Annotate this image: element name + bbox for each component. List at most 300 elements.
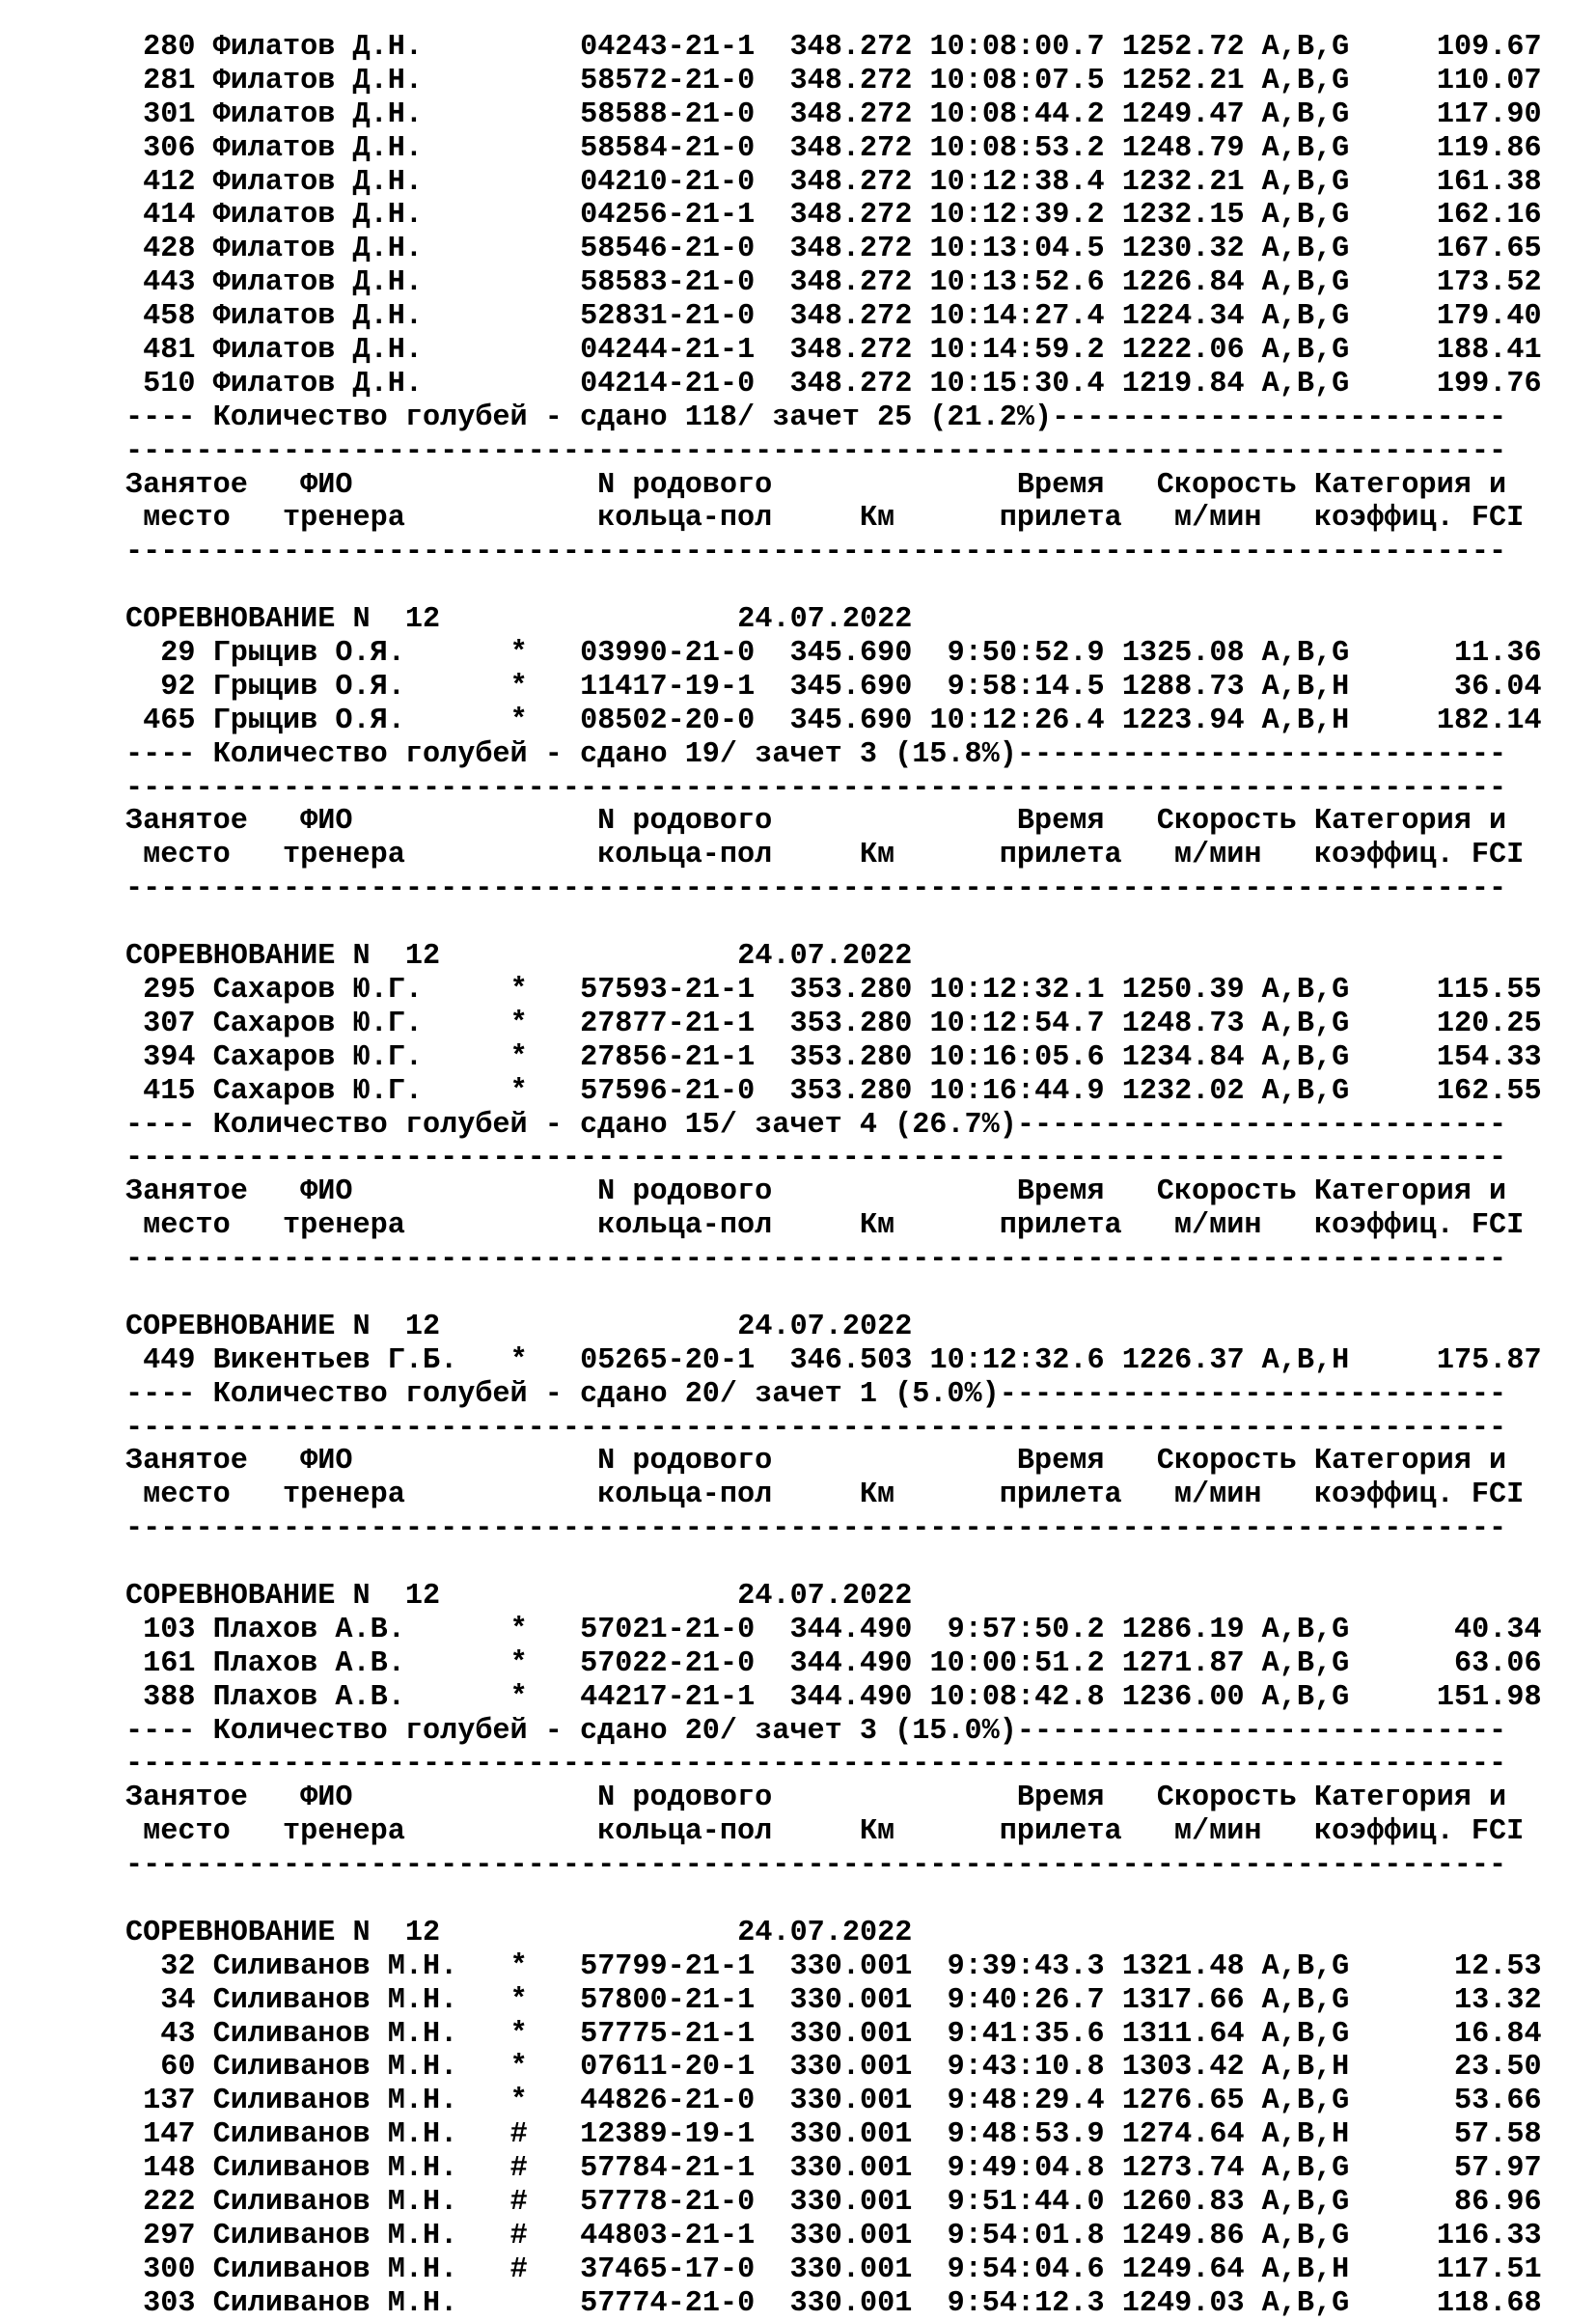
coefficient: 120.25 (1436, 1007, 1542, 1040)
coefficient: 179.40 (1436, 300, 1542, 334)
arrival-time: 10:00:51.2 (929, 1646, 1105, 1680)
mark: * (509, 1074, 528, 1108)
competition-line (125, 1917, 1542, 1950)
distance-km: 353.280 (789, 1007, 913, 1040)
distance-km: 353.280 (789, 1074, 913, 1108)
category: A,B,G (1261, 973, 1350, 1007)
coefficient: 16.84 (1454, 2017, 1542, 2051)
mark: * (509, 1007, 528, 1040)
mark: # (509, 2186, 528, 2219)
speed: 1236.00 (1121, 1680, 1245, 1714)
category: A,B,H (1261, 704, 1350, 737)
distance-km: 330.001 (789, 2118, 913, 2152)
category: A,B,G (1261, 1074, 1350, 1108)
coefficient: 36.04 (1454, 670, 1542, 704)
category: A,B,G (1261, 1007, 1350, 1040)
arrival-time: 10:13:04.5 (929, 233, 1105, 266)
coefficient: 154.33 (1436, 1040, 1542, 1074)
arrival-time: 10:08:00.7 (929, 31, 1105, 64)
speed: 1249.86 (1121, 2219, 1245, 2252)
trainer-name: Силиванов М.Н. (212, 2219, 458, 2252)
category: A,B,H (1261, 2051, 1350, 2085)
arrival-time: 10:13:52.6 (929, 266, 1105, 300)
trainer-name: Плахов А.В. (212, 1680, 405, 1714)
trainer-name: Филатов Д.Н. (212, 64, 423, 97)
speed: 1252.21 (1121, 64, 1245, 97)
place: 394 (143, 1040, 196, 1074)
summary-line: ---- Количество голубей - сдано 19/ зачет 3 (15.8%)---------------------------- (125, 737, 1507, 771)
speed: 1232.15 (1121, 199, 1245, 233)
distance-km: 353.280 (789, 1040, 913, 1074)
speed: 1288.73 (1121, 670, 1245, 704)
table-row (125, 1614, 1542, 1647)
speed: 1303.42 (1121, 2051, 1245, 2085)
coefficient: 173.52 (1436, 266, 1542, 300)
arrival-time: 9:40:26.7 (947, 1983, 1105, 2017)
arrival-time: 10:08:07.5 (929, 64, 1105, 97)
place: 443 (143, 266, 196, 300)
coefficient: 11.36 (1454, 637, 1542, 671)
speed: 1232.21 (1121, 165, 1245, 199)
coefficient: 23.50 (1454, 2051, 1542, 2085)
coefficient: 117.90 (1436, 97, 1542, 131)
trainer-name: Филатов Д.Н. (212, 334, 423, 368)
distance-km: 345.690 (789, 704, 913, 737)
ring-number: 07611-20-1 (580, 2051, 756, 2085)
mark: * (509, 973, 528, 1007)
mark: # (509, 2152, 528, 2186)
distance-km: 330.001 (789, 1949, 913, 1983)
mark: * (509, 1983, 528, 2017)
ring-number: 57774-21-0 (580, 2286, 756, 2320)
header-line-1: Занятое ФИО N родового Время Скорость Категория и (125, 1175, 1507, 1209)
mark: * (509, 670, 528, 704)
competition-title: СОРЕВНОВАНИЕ N 12 (125, 1579, 441, 1613)
blank-line (125, 569, 1542, 603)
category: A,B,G (1261, 2219, 1350, 2252)
trainer-name: Филатов Д.Н. (212, 367, 423, 401)
category: A,B,G (1261, 1949, 1350, 1983)
table-row (125, 31, 1542, 65)
trainer-name: Силиванов М.Н. (212, 2186, 458, 2219)
speed: 1274.64 (1121, 2118, 1245, 2152)
speed: 1232.02 (1121, 1074, 1245, 1108)
mark: * (509, 1949, 528, 1983)
place: 415 (143, 1074, 196, 1108)
ring-number: 03990-21-0 (580, 637, 756, 671)
place: 300 (143, 2252, 196, 2286)
competition-date: 24.07.2022 (737, 1310, 913, 1343)
blank-line (125, 1277, 1542, 1311)
arrival-time: 10:16:05.6 (929, 1040, 1105, 1074)
place: 161 (143, 1646, 196, 1680)
place: 414 (143, 199, 196, 233)
header-line-2: место тренера кольца-пол Км прилета м/мин коэффиц. FCI (125, 1209, 1525, 1243)
header-line-2: место тренера кольца-пол Км прилета м/мин коэффиц. FCI (125, 1478, 1525, 1512)
coefficient: 13.32 (1454, 1983, 1542, 2017)
trainer-name: Сахаров Ю.Г. (212, 1040, 423, 1074)
table-row (125, 1950, 1542, 1984)
speed: 1321.48 (1121, 1949, 1245, 1983)
mark: # (509, 2219, 528, 2252)
category: A,B,G (1261, 1983, 1350, 2017)
mark: * (509, 2051, 528, 2085)
mark: * (509, 1613, 528, 1646)
header-rule: ------------------------------------------------------------------------------- (125, 536, 1507, 569)
category: A,B,G (1261, 1613, 1350, 1646)
trainer-name: Силиванов М.Н. (212, 2286, 458, 2320)
table-row (125, 705, 1542, 738)
speed: 1249.47 (1121, 97, 1245, 131)
table-row (125, 199, 1542, 233)
distance-km: 348.272 (789, 367, 913, 401)
distance-km: 348.272 (789, 97, 913, 131)
arrival-time: 9:43:10.8 (947, 2051, 1105, 2085)
distance-km: 330.001 (789, 2051, 913, 2085)
trainer-name: Силиванов М.Н. (212, 1983, 458, 2017)
category: A,B,H (1261, 2252, 1350, 2286)
ring-number: 08502-20-0 (580, 704, 756, 737)
place: 147 (143, 2118, 196, 2152)
table-row (125, 334, 1542, 368)
table-row (125, 2287, 1542, 2321)
place: 34 (160, 1983, 196, 2017)
trainer-name: Грыцив О.Я. (212, 637, 405, 671)
arrival-time: 9:54:04.6 (947, 2252, 1105, 2286)
ring-number: 27877-21-1 (580, 1007, 756, 1040)
distance-km: 348.272 (789, 31, 913, 64)
coefficient: 161.38 (1436, 165, 1542, 199)
ring-number: 04210-21-0 (580, 165, 756, 199)
ring-number: 04256-21-1 (580, 199, 756, 233)
arrival-time: 9:39:43.3 (947, 1949, 1105, 1983)
mark: * (509, 704, 528, 737)
distance-km: 330.001 (789, 1983, 913, 2017)
ring-number: 57596-21-0 (580, 1074, 756, 1108)
place: 481 (143, 334, 196, 368)
arrival-time: 9:41:35.6 (947, 2017, 1105, 2051)
speed: 1286.19 (1121, 1613, 1245, 1646)
blank-line (125, 1883, 1542, 1917)
distance-km: 345.690 (789, 637, 913, 671)
category: A,B,G (1261, 334, 1350, 368)
arrival-time: 10:16:44.9 (929, 1074, 1105, 1108)
table-row (125, 98, 1542, 132)
arrival-time: 9:58:14.5 (947, 670, 1105, 704)
mark: * (509, 2017, 528, 2051)
header-rule: ------------------------------------------------------------------------------- (125, 872, 1507, 906)
speed: 1311.64 (1121, 2017, 1245, 2051)
trainer-name: Филатов Д.Н. (212, 233, 423, 266)
header-line-1: Занятое ФИО N родового Время Скорость Категория и (125, 468, 1507, 502)
speed: 1250.39 (1121, 973, 1245, 1007)
place: 60 (160, 2051, 196, 2085)
table-row (125, 2186, 1542, 2220)
trainer-name: Филатов Д.Н. (212, 165, 423, 199)
competition-date: 24.07.2022 (737, 940, 913, 974)
place: 29 (160, 637, 196, 671)
trainer-name: Сахаров Ю.Г. (212, 1074, 423, 1108)
competition-line (125, 940, 1542, 974)
competition-line (125, 1580, 1542, 1614)
competition-date: 24.07.2022 (737, 603, 913, 637)
summary-line: ---- Количество голубей - сдано 118/ зачет 25 (21.2%)-------------------------- (125, 401, 1507, 434)
trainer-name: Филатов Д.Н. (212, 266, 423, 300)
speed: 1273.74 (1121, 2152, 1245, 2186)
trainer-name: Грыцив О.Я. (212, 704, 405, 737)
category: A,B,G (1261, 266, 1350, 300)
table-row (125, 2152, 1542, 2186)
place: 92 (160, 670, 196, 704)
distance-km: 330.001 (789, 2085, 913, 2118)
header-line-1: Занятое ФИО N родового Время Скорость Категория и (125, 1445, 1507, 1478)
distance-km: 346.503 (789, 1343, 913, 1377)
ring-number: 57800-21-1 (580, 1983, 756, 2017)
mark: * (509, 2085, 528, 2118)
ring-number: 57022-21-0 (580, 1646, 756, 1680)
header-line-1: Занятое ФИО N родового Время Скорость Категория и (125, 1782, 1507, 1815)
category: A,B,G (1261, 637, 1350, 671)
distance-km: 330.001 (789, 2219, 913, 2252)
coefficient: 162.16 (1436, 199, 1542, 233)
coefficient: 182.14 (1436, 704, 1542, 737)
competition-line (125, 1311, 1542, 1344)
table-row (125, 368, 1542, 401)
table-row (125, 2118, 1542, 2152)
place: 301 (143, 97, 196, 131)
speed: 1226.37 (1121, 1343, 1245, 1377)
distance-km: 344.490 (789, 1680, 913, 1714)
header-rule: ------------------------------------------------------------------------------- (125, 1512, 1507, 1546)
table-row (125, 166, 1542, 200)
place: 307 (143, 1007, 196, 1040)
place: 222 (143, 2186, 196, 2219)
arrival-time: 10:14:27.4 (929, 300, 1105, 334)
header-rule: ------------------------------------------------------------------------------- (125, 771, 1507, 805)
table-row (125, 2220, 1542, 2253)
category: A,B,G (1261, 2152, 1350, 2186)
header-line-2: место тренера кольца-пол Км прилета м/мин коэффиц. FCI (125, 839, 1525, 872)
distance-km: 348.272 (789, 266, 913, 300)
header-rule: ------------------------------------------------------------------------------- (125, 434, 1507, 468)
arrival-time: 10:08:44.2 (929, 97, 1105, 131)
arrival-time: 10:14:59.2 (929, 334, 1105, 368)
distance-km: 344.490 (789, 1646, 913, 1680)
ring-number: 44217-21-1 (580, 1680, 756, 1714)
coefficient: 162.55 (1436, 1074, 1542, 1108)
ring-number: 52831-21-0 (580, 300, 756, 334)
mark: * (509, 1680, 528, 1714)
arrival-time: 10:12:26.4 (929, 704, 1105, 737)
trainer-name: Плахов А.В. (212, 1646, 405, 1680)
mark: * (509, 1343, 528, 1377)
coefficient: 117.51 (1436, 2252, 1542, 2286)
speed: 1317.66 (1121, 1983, 1245, 2017)
trainer-name: Викентьев Г.Б. (212, 1343, 458, 1377)
trainer-name: Сахаров Ю.Г. (212, 973, 423, 1007)
header-rule: ------------------------------------------------------------------------------- (125, 1849, 1507, 1883)
distance-km: 330.001 (789, 2286, 913, 2320)
category: A,B,G (1261, 300, 1350, 334)
trainer-name: Плахов А.В. (212, 1613, 405, 1646)
category: A,B,G (1261, 1680, 1350, 1714)
arrival-time: 10:15:30.4 (929, 367, 1105, 401)
category: A,B,G (1261, 131, 1350, 165)
ring-number: 58572-21-0 (580, 64, 756, 97)
category: A,B,G (1261, 165, 1350, 199)
coefficient: 40.34 (1454, 1613, 1542, 1646)
competition-title: СОРЕВНОВАНИЕ N 12 (125, 1916, 441, 1949)
place: 280 (143, 31, 196, 64)
distance-km: 330.001 (789, 2252, 913, 2286)
table-row (125, 1008, 1542, 1041)
distance-km: 348.272 (789, 334, 913, 368)
place: 449 (143, 1343, 196, 1377)
arrival-time: 9:49:04.8 (947, 2152, 1105, 2186)
category: A,B,G (1261, 64, 1350, 97)
trainer-name: Силиванов М.Н. (212, 2051, 458, 2085)
arrival-time: 9:50:52.9 (947, 637, 1105, 671)
distance-km: 345.690 (789, 670, 913, 704)
place: 43 (160, 2017, 196, 2051)
arrival-time: 9:51:44.0 (947, 2186, 1105, 2219)
table-row (125, 65, 1542, 98)
speed: 1224.34 (1121, 300, 1245, 334)
place: 295 (143, 973, 196, 1007)
distance-km: 348.272 (789, 64, 913, 97)
table-row (125, 1984, 1542, 2018)
speed: 1234.84 (1121, 1040, 1245, 1074)
competition-date: 24.07.2022 (737, 1916, 913, 1949)
header-rule: ------------------------------------------------------------------------------- (125, 1411, 1507, 1445)
arrival-time: 10:12:38.4 (929, 165, 1105, 199)
arrival-time: 10:12:54.7 (929, 1007, 1105, 1040)
distance-km: 348.272 (789, 300, 913, 334)
arrival-time: 9:57:50.2 (947, 1613, 1105, 1646)
category: A,B,G (1261, 233, 1350, 266)
mark: * (509, 1040, 528, 1074)
coefficient: 53.66 (1454, 2085, 1542, 2118)
arrival-time: 10:08:42.8 (929, 1680, 1105, 1714)
category: A,B,G (1261, 2085, 1350, 2118)
competition-title: СОРЕВНОВАНИЕ N 12 (125, 603, 441, 637)
ring-number: 27856-21-1 (580, 1040, 756, 1074)
coefficient: 118.68 (1436, 2286, 1542, 2320)
place: 303 (143, 2286, 196, 2320)
place: 388 (143, 1680, 196, 1714)
trainer-name: Филатов Д.Н. (212, 199, 423, 233)
table-row (125, 974, 1542, 1008)
trainer-name: Силиванов М.Н. (212, 2118, 458, 2152)
ring-number: 05265-20-1 (580, 1343, 756, 1377)
table-row (125, 1681, 1542, 1715)
category: A,B,G (1261, 2017, 1350, 2051)
coefficient: 167.65 (1436, 233, 1542, 266)
category: A,B,G (1261, 199, 1350, 233)
mark: # (509, 2118, 528, 2152)
speed: 1226.84 (1121, 266, 1245, 300)
coefficient: 151.98 (1436, 1680, 1542, 1714)
competition-date: 24.07.2022 (737, 1579, 913, 1613)
table-row (125, 637, 1542, 671)
arrival-time: 9:54:01.8 (947, 2219, 1105, 2252)
header-line-2: место тренера кольца-пол Км прилета м/мин коэффиц. FCI (125, 1815, 1525, 1849)
table-row (125, 2051, 1542, 2085)
table-row (125, 1075, 1542, 1109)
arrival-time: 10:12:39.2 (929, 199, 1105, 233)
arrival-time: 10:12:32.1 (929, 973, 1105, 1007)
coefficient: 116.33 (1436, 2219, 1542, 2252)
place: 428 (143, 233, 196, 266)
place: 32 (160, 1949, 196, 1983)
place: 412 (143, 165, 196, 199)
summary-line: ---- Количество голубей - сдано 20/ зачет 1 (5.0%)----------------------------- (125, 1377, 1507, 1411)
arrival-time: 10:08:53.2 (929, 131, 1105, 165)
speed: 1222.06 (1121, 334, 1245, 368)
blank-line (125, 906, 1542, 940)
category: A,B,G (1261, 1646, 1350, 1680)
distance-km: 348.272 (789, 233, 913, 266)
ring-number: 04243-21-1 (580, 31, 756, 64)
place: 297 (143, 2219, 196, 2252)
ring-number: 57775-21-1 (580, 2017, 756, 2051)
ring-number: 11417-19-1 (580, 670, 756, 704)
place: 103 (143, 1613, 196, 1646)
place: 510 (143, 367, 196, 401)
category: A,B,G (1261, 2286, 1350, 2320)
coefficient: 188.41 (1436, 334, 1542, 368)
table-row (125, 233, 1542, 266)
ring-number: 44803-21-1 (580, 2219, 756, 2252)
table-row (125, 266, 1542, 300)
speed: 1276.65 (1121, 2085, 1245, 2118)
arrival-time: 9:48:53.9 (947, 2118, 1105, 2152)
table-row (125, 1041, 1542, 1075)
header-rule: ------------------------------------------------------------------------------- (125, 1243, 1507, 1277)
table-row (125, 2085, 1542, 2118)
coefficient: 175.87 (1436, 1343, 1542, 1377)
distance-km: 348.272 (789, 199, 913, 233)
trainer-name: Филатов Д.Н. (212, 300, 423, 334)
ring-number: 57593-21-1 (580, 973, 756, 1007)
header-rule: ------------------------------------------------------------------------------- (125, 1142, 1507, 1175)
speed: 1249.03 (1121, 2286, 1245, 2320)
arrival-time: 9:54:12.3 (947, 2286, 1105, 2320)
ring-number: 57799-21-1 (580, 1949, 756, 1983)
trainer-name: Сахаров Ю.Г. (212, 1007, 423, 1040)
speed: 1325.08 (1121, 637, 1245, 671)
place: 137 (143, 2085, 196, 2118)
table-row (125, 2018, 1542, 2052)
speed: 1260.83 (1121, 2186, 1245, 2219)
coefficient: 57.58 (1454, 2118, 1542, 2152)
ring-number: 57778-21-0 (580, 2186, 756, 2219)
category: A,B,H (1261, 2118, 1350, 2152)
mark: * (509, 1646, 528, 1680)
ring-number: 58546-21-0 (580, 233, 756, 266)
ring-number: 58584-21-0 (580, 131, 756, 165)
distance-km: 353.280 (789, 973, 913, 1007)
speed: 1230.32 (1121, 233, 1245, 266)
trainer-name: Силиванов М.Н. (212, 1949, 458, 1983)
mark: # (509, 2252, 528, 2286)
header-line-1: Занятое ФИО N родового Время Скорость Категория и (125, 805, 1507, 839)
competition-title: СОРЕВНОВАНИЕ N 12 (125, 940, 441, 974)
category: A,B,G (1261, 97, 1350, 131)
place: 465 (143, 704, 196, 737)
blank-line (125, 1546, 1542, 1580)
speed: 1248.79 (1121, 131, 1245, 165)
